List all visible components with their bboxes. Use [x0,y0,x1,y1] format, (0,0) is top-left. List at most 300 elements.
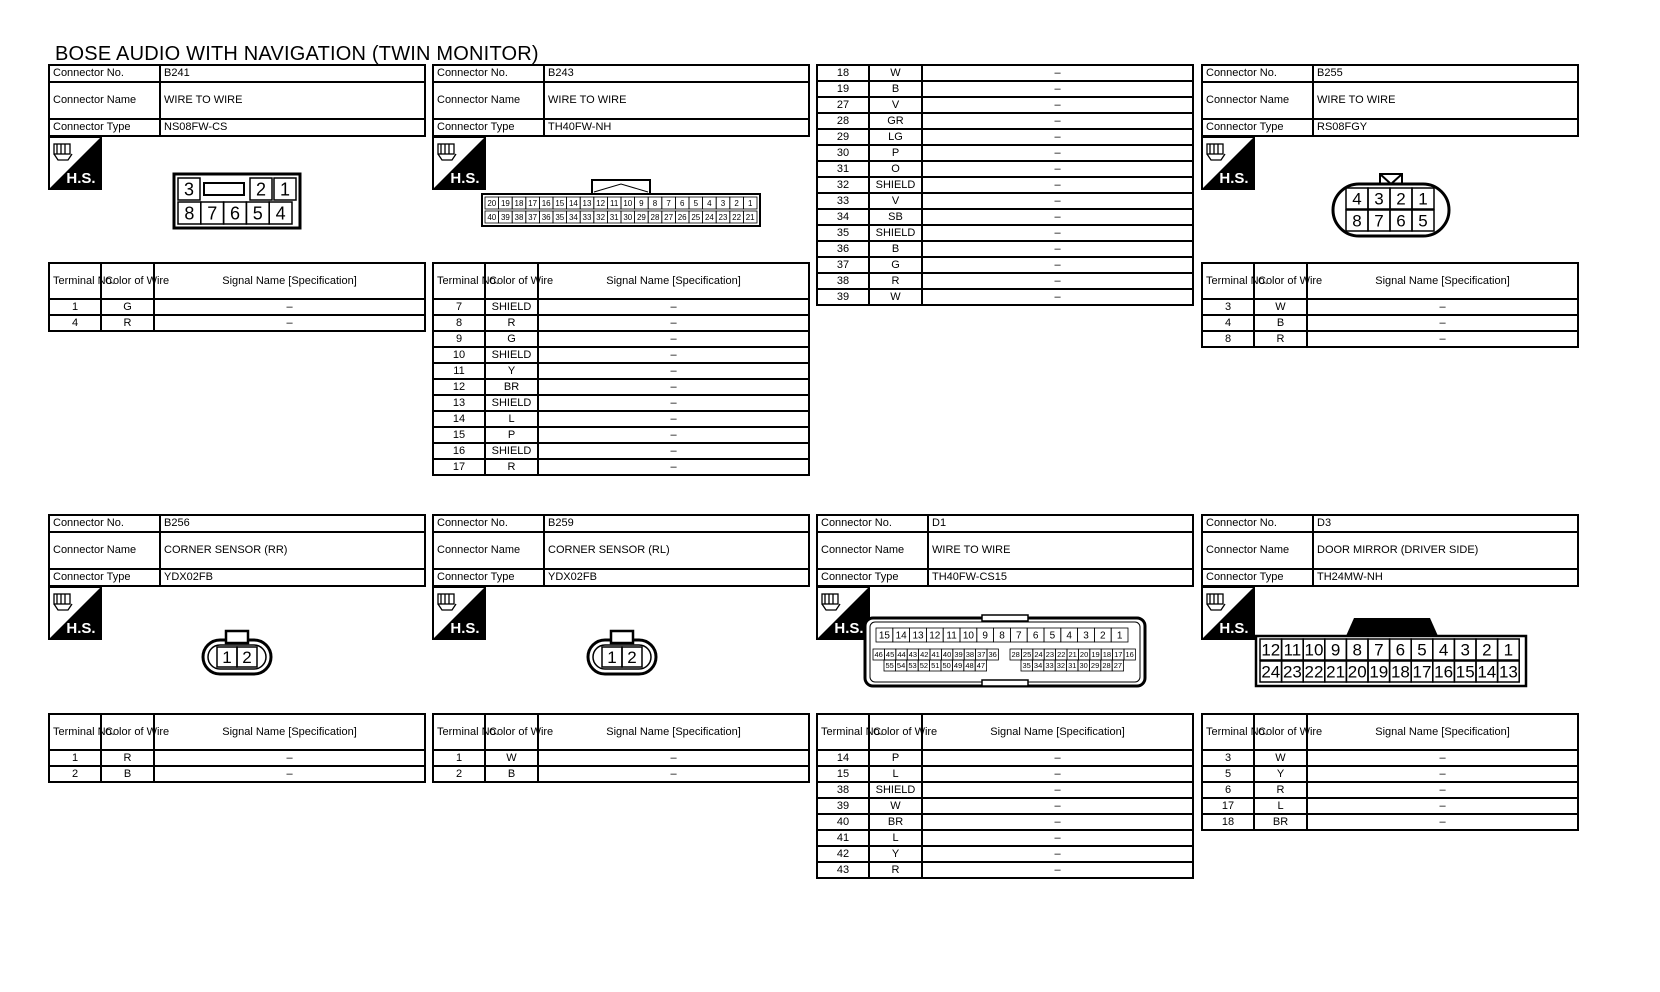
terminal-no-cell: 35 [817,225,869,241]
terminal-no-cell: 3 [1202,750,1254,766]
pin-number: 28 [1011,650,1020,660]
connector-no-label: Connector No. [433,515,544,532]
table-row [49,766,425,782]
pin-number: 8 [999,630,1005,642]
table-row [1202,750,1578,766]
connector-no-value: D1 [928,515,1193,532]
signal-name-header: Signal Name [Specification] [1307,263,1578,299]
pin-number: 18 [1390,662,1410,682]
wire-color-cell: R [869,862,922,878]
pin-number: 2 [627,648,637,668]
terminal-no-cell: 34 [817,209,869,225]
pin-number: 3 [183,179,195,200]
terminal-no-cell: 39 [817,798,869,814]
terminal-no-header: Terminal No. [817,714,869,750]
pin-number: 11 [610,198,619,208]
terminal-no-cell: 15 [817,766,869,782]
pin-number: 11 [1283,640,1302,660]
signal-name-cell: – [538,379,809,395]
pin-number: 40 [487,212,497,222]
terminal-no-cell: 10 [433,347,485,363]
pin-number: 24 [1034,650,1043,660]
signal-name-cell: – [922,225,1193,241]
wire-color-cell: R [101,750,154,766]
pin-number: 37 [977,650,986,660]
pin-number: 21 [745,212,755,222]
connector-name-label: Connector Name [1202,82,1313,119]
terminal-block-b256 [48,713,426,783]
terminal-no-cell: 11 [433,363,485,379]
page-title: BOSE AUDIO WITH NAVIGATION (TWIN MONITOR) [55,43,539,65]
hs-label: H.S. [66,620,96,637]
terminal-no-cell: 1 [49,299,101,315]
hs-icon [1201,136,1255,195]
pin-number: 19 [1091,650,1100,660]
pin-number: 12 [929,630,941,642]
terminal-no-cell: 14 [817,750,869,766]
signal-name-cell: – [1307,315,1578,331]
pin-number: 4 [1352,189,1362,209]
pin-number: 50 [942,661,951,671]
pin-number: 3 [720,198,726,208]
connector-info-table [48,64,426,137]
terminal-no-cell: 4 [49,315,101,331]
connector-type-value: YDX02FB [544,569,809,586]
signal-name-cell: – [538,299,809,315]
connector-no-label: Connector No. [817,515,928,532]
signal-name-cell: – [922,257,1193,273]
table-row [817,225,1193,241]
table-row [433,379,809,395]
table-row [1202,782,1578,798]
pin-number: 4 [275,203,286,224]
wire-color-cell: L [869,766,922,782]
wire-color-cell: L [869,830,922,846]
terminal-no-header: Terminal No. [433,263,485,299]
pin-number: 7 [1374,211,1384,231]
pin-number: 1 [222,648,232,668]
pin-number: 49 [953,661,963,671]
signal-name-cell: – [1307,798,1578,814]
pin-number: 20 [1347,662,1367,682]
hs-icon [48,586,102,645]
pin-number: 17 [1114,650,1123,660]
connector-no-value: B255 [1313,65,1578,82]
connector-name-label: Connector Name [49,532,160,569]
signal-name-cell: – [922,289,1193,305]
connector-type-value: TH24MW-NH [1313,569,1578,586]
pin-number: 5 [252,203,263,224]
connector-type-label: Connector Type [49,119,160,136]
terminal-no-cell: 1 [433,750,485,766]
pin-number: 28 [650,212,660,222]
connector-block-b259 [432,514,810,587]
pin-number: 12 [1261,640,1281,660]
pin-number: 5 [1049,630,1056,642]
wire-color-cell: Y [485,363,538,379]
connector-name-label: Connector Name [433,532,544,569]
wire-color-cell: R [485,459,538,475]
pin-number: 7 [1016,630,1022,642]
signal-name-cell: – [922,782,1193,798]
pin-number: 14 [895,630,907,642]
table-row [817,129,1193,145]
wire-color-cell: O [869,161,922,177]
pin-number: 27 [1113,661,1123,671]
terminal-no-cell: 33 [817,193,869,209]
pin-number: 5 [1417,640,1427,660]
pin-number: 6 [679,198,685,208]
wire-color-header: Color of Wire [869,714,922,750]
wire-color-cell: B [101,766,154,782]
table-row [817,193,1193,209]
pin-number: 1 [1418,189,1428,209]
signal-name-cell: – [1307,814,1578,830]
terminal-block-d1 [816,713,1194,879]
terminal-no-header: Terminal No. [49,714,101,750]
connector-name-label: Connector Name [1202,532,1313,569]
pin-number: 21 [1326,662,1346,682]
terminal-table [432,713,810,783]
terminal-no-cell: 30 [817,145,869,161]
connector-type-label: Connector Type [433,569,544,586]
terminal-table [1201,262,1579,348]
wire-color-cell: B [485,766,538,782]
pin-number: 46 [874,650,883,660]
table-row [817,257,1193,273]
wire-color-cell: P [869,750,922,766]
pin-number: 33 [582,212,592,222]
connector-type-label: Connector Type [817,569,928,586]
signal-name-cell: – [538,443,809,459]
pin-number: 34 [1033,661,1043,671]
signal-name-header: Signal Name [Specification] [922,714,1193,750]
wire-color-cell: SHIELD [485,347,538,363]
wire-color-header: Color of Wire [101,714,154,750]
pin-number: 24 [704,212,714,222]
terminal-no-cell: 40 [817,814,869,830]
connector-name-value: WIRE TO WIRE [1313,82,1578,119]
table-row [1202,766,1578,782]
terminal-no-cell: 39 [817,289,869,305]
terminal-no-cell: 18 [817,65,869,81]
wire-color-cell: B [869,81,922,97]
pin-number: 23 [718,212,728,222]
connector-no-value: B241 [160,65,425,82]
connector-diagram-d3 [1254,612,1528,688]
pin-number: 8 [652,198,658,208]
pin-number: 33 [1045,661,1054,671]
wire-color-cell: SHIELD [869,225,922,241]
connector-info-table [1201,64,1579,137]
terminal-table [816,713,1194,879]
pin-number: 23 [1045,650,1055,660]
pin-number: 51 [931,661,940,671]
signal-name-cell: – [538,459,809,475]
table-row [49,750,425,766]
hs-label: H.S. [66,170,96,187]
pin-number: 5 [1418,211,1428,231]
connector-block-b255 [1201,64,1579,137]
wire-color-header: Color of Wire [485,714,538,750]
terminal-no-cell: 37 [817,257,869,273]
pin-number: 38 [514,212,524,222]
table-row [433,315,809,331]
wire-color-cell: L [485,411,538,427]
connector-type-label: Connector Type [49,569,160,586]
wire-color-cell: Y [869,846,922,862]
table-row [1202,299,1578,315]
terminal-no-cell: 7 [433,299,485,315]
signal-name-cell: – [922,814,1193,830]
table-row [817,161,1193,177]
connector-no-label: Connector No. [1202,515,1313,532]
connector-name-value: CORNER SENSOR (RR) [160,532,425,569]
table-row [433,766,809,782]
pin-number: 6 [1396,211,1406,231]
terminal-no-cell: 3 [1202,299,1254,315]
signal-name-cell: – [922,830,1193,846]
signal-name-cell: – [538,411,809,427]
pin-number: 11 [946,630,957,642]
table-row [817,177,1193,193]
signal-name-cell: – [1307,331,1578,347]
wire-color-cell: P [869,145,922,161]
pin-number: 4 [1066,630,1072,642]
terminal-table [1201,713,1579,831]
connector-type-value: NS08FW-CS [160,119,425,136]
pin-number: 29 [636,212,646,222]
pin-number: 18 [514,198,524,208]
pin-number: 28 [1102,661,1111,671]
signal-name-header: Signal Name [Specification] [154,263,425,299]
table-row [817,798,1193,814]
terminal-no-cell: 29 [817,129,869,145]
connector-name-value: WIRE TO WIRE [160,82,425,119]
connector-type-value: RS08FGY [1313,119,1578,136]
hs-icon [432,586,486,645]
table-row [433,459,809,475]
terminal-block-b241 [48,262,426,332]
signal-name-cell: – [538,331,809,347]
wire-color-cell: W [485,750,538,766]
connector-diagram-b255 [1330,168,1452,238]
hs-label: H.S. [450,620,480,637]
table-row [817,241,1193,257]
connector-type-value: YDX02FB [160,569,425,586]
pin-number: 19 [500,198,510,208]
wire-color-cell: B [1254,315,1307,331]
pin-number: 6 [1395,640,1406,660]
wire-color-header: Color of Wire [101,263,154,299]
terminal-block-b255 [1201,262,1579,348]
terminal-no-cell: 31 [817,161,869,177]
signal-name-cell: – [922,750,1193,766]
signal-name-cell: – [1307,750,1578,766]
table-row [433,443,809,459]
wire-color-cell: GR [869,113,922,129]
table-row [817,65,1193,81]
pin-number: 17 [528,198,538,208]
pin-number: 22 [1304,662,1324,682]
connector-no-value: B243 [544,65,809,82]
pin-number: 44 [897,650,906,660]
terminal-no-header: Terminal No. [433,714,485,750]
wire-color-cell: G [485,331,538,347]
wire-color-cell: BR [869,814,922,830]
terminal-table [48,713,426,783]
wire-color-cell: B [869,241,922,257]
terminal-no-cell: 9 [433,331,485,347]
pin-number: 43 [908,650,918,660]
connector-info-table [48,514,426,587]
pin-number: 2 [1396,189,1406,209]
connector-info-table [816,514,1194,587]
terminal-no-cell: 14 [433,411,485,427]
signal-name-cell: – [922,81,1193,97]
connector-diagram-b256 [200,628,274,676]
terminal-no-cell: 19 [817,81,869,97]
pin-number: 10 [623,198,633,208]
pin-number: 52 [919,661,929,671]
terminal-no-cell: 8 [433,315,485,331]
signal-name-cell: – [538,315,809,331]
table-row [433,331,809,347]
pin-number: 20 [487,198,497,208]
wire-color-cell: W [1254,299,1307,315]
wire-color-cell: Y [1254,766,1307,782]
pin-number: 30 [623,212,633,222]
pin-number: 38 [965,650,975,660]
wire-color-cell: L [1254,798,1307,814]
wire-color-cell: V [869,97,922,113]
wire-color-cell: G [869,257,922,273]
connector-type-value: TH40FW-NH [544,119,809,136]
wire-color-cell: R [1254,331,1307,347]
wire-color-cell: W [869,798,922,814]
pin-number: 14 [568,198,578,208]
table-row [49,299,425,315]
pin-number: 7 [207,203,218,224]
terminal-no-cell: 6 [1202,782,1254,798]
terminal-no-cell: 43 [817,862,869,878]
wire-color-cell: SB [869,209,922,225]
connector-block-d1 [816,514,1194,587]
pin-number: 16 [1125,650,1134,660]
pin-number: 9 [1330,640,1341,660]
terminal-block-b243 [432,262,810,476]
pin-number: 10 [962,630,974,642]
table-row [817,289,1193,305]
pin-number: 39 [954,650,963,660]
signal-name-cell: – [922,862,1193,878]
pin-number: 26 [677,212,687,222]
pin-number: 30 [1079,661,1088,671]
table-row [1202,315,1578,331]
terminal-no-cell: 17 [1202,798,1254,814]
connector-name-value: CORNER SENSOR (RL) [544,532,809,569]
terminal-table [432,262,810,476]
terminal-no-cell: 42 [817,846,869,862]
signal-name-cell: – [154,299,425,315]
signal-name-cell: – [154,315,425,331]
signal-name-header: Signal Name [Specification] [154,714,425,750]
signal-name-cell: – [922,209,1193,225]
pin-number: 32 [596,212,606,222]
signal-name-cell: – [154,750,425,766]
pin-number: 15 [1455,662,1475,682]
connector-name-value: WIRE TO WIRE [928,532,1193,569]
pin-number: 48 [965,661,974,671]
wire-color-cell: R [869,273,922,289]
signal-name-cell: – [922,177,1193,193]
pin-number: 55 [885,661,894,671]
signal-name-cell: – [922,97,1193,113]
connector-type-label: Connector Type [1202,569,1313,586]
terminal-no-header: Terminal No. [1202,714,1254,750]
pin-number: 24 [1261,662,1281,682]
connector-diagram-b259 [585,628,659,676]
connector-name-value: WIRE TO WIRE [544,82,809,119]
pin-number: 39 [500,212,510,222]
signal-name-cell: – [538,363,809,379]
wire-color-cell: G [101,299,154,315]
pin-number: 9 [639,198,644,208]
pin-number: 12 [596,198,606,208]
terminal-no-cell: 18 [1202,814,1254,830]
connector-no-label: Connector No. [49,65,160,82]
connector-block-b243 [432,64,810,137]
connector-no-value: B259 [544,515,809,532]
pin-number: 54 [896,661,906,671]
table-row [1202,814,1578,830]
connector-no-label: Connector No. [1202,65,1313,82]
signal-name-cell: – [538,766,809,782]
table-row [433,395,809,411]
signal-name-cell: – [538,750,809,766]
signal-name-cell: – [1307,299,1578,315]
signal-name-cell: – [922,846,1193,862]
pin-number: 1 [279,179,291,200]
pin-number: 4 [1438,640,1449,660]
connector-type-value: TH40FW-CS15 [928,569,1193,586]
terminal-no-cell: 32 [817,177,869,193]
signal-name-header: Signal Name [Specification] [538,263,809,299]
pin-number: 3 [1374,189,1384,209]
signal-name-cell: – [922,129,1193,145]
terminal-no-cell: 16 [433,443,485,459]
wire-color-cell: W [869,289,922,305]
pin-number: 20 [1079,650,1089,660]
pin-number: 8 [1352,640,1362,660]
signal-name-cell: – [154,766,425,782]
hs-label: H.S. [1219,170,1249,187]
pin-number: 9 [982,630,988,642]
pin-number: 6 [1032,630,1039,642]
wire-color-cell: SHIELD [869,177,922,193]
terminal-no-cell: 4 [1202,315,1254,331]
table-row [817,782,1193,798]
pin-number: 3 [1460,640,1470,660]
pin-number: 27 [664,212,674,222]
signal-name-header: Signal Name [Specification] [538,714,809,750]
pin-number: 36 [988,650,997,660]
pin-number: 5 [693,198,699,208]
pin-number: 29 [1090,661,1100,671]
pin-number: 13 [1498,662,1518,682]
connector-no-label: Connector No. [49,515,160,532]
table-row [817,830,1193,846]
